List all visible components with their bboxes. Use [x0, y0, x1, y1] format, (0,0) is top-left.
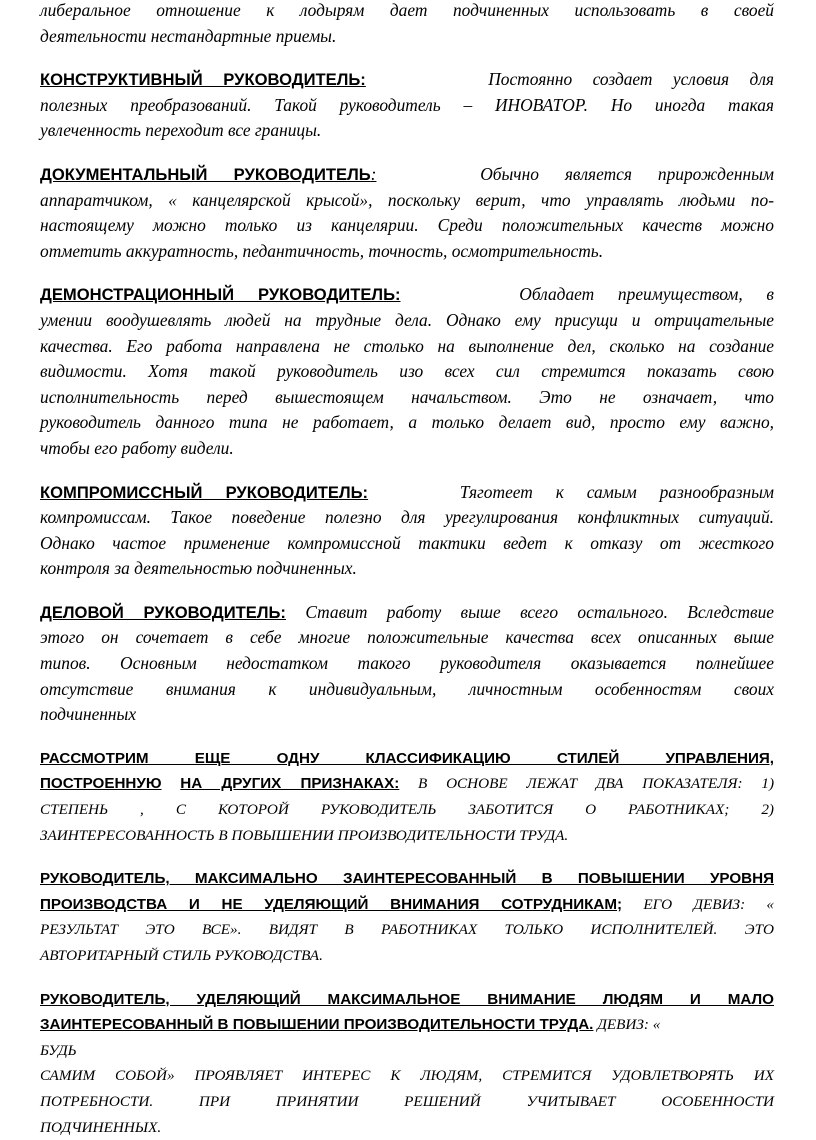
section-demonstrative	[40, 282, 774, 461]
people-oriented-text-line: САМИМ СОБОЙ» ПРОЯВЛЯЕТ ИНТЕРЕС К ЛЮДЯМ, СТРЕМИТСЯ УДОВЛЕТВОРЯТЬ ИХ	[40, 1067, 774, 1085]
section-text-line: руководитель данного типа не работает, а только делает вид, просто ему важно,	[40, 412, 774, 433]
authoritarian-heading: ПРОИЗВОДСТВА И НЕ УДЕЛЯЮЩИЙ ВНИМАНИЯ СОТРУДНИКАМ	[40, 895, 618, 913]
section-constructive	[40, 67, 774, 144]
section-documentary	[40, 162, 774, 264]
section-text-line: увлеченность переходит все границы.	[40, 120, 322, 141]
classification-heading: НА ДРУГИХ ПРИЗНАКАХ:	[180, 775, 400, 793]
section-text-line: чтобы его работу видели.	[40, 437, 234, 458]
section-text-line: качества. Его работа направлена не столько на выполнение дел, сколько на создание	[40, 335, 774, 356]
section-business	[40, 600, 774, 728]
intro-line-2: деятельности нестандартные приемы.	[40, 25, 337, 46]
section-text: Тяготеет к самым разнообразным	[459, 481, 774, 502]
section-heading: ДЕЛОВОЙ РУКОВОДИТЕЛЬ:	[40, 602, 286, 622]
section-heading: КОНСТРУКТИВНЫЙ РУКОВОДИТЕЛЬ:	[40, 70, 366, 90]
section-text: Обладает преимуществом, в	[519, 284, 774, 305]
section-text-line: этого он сочетает в себе многие положительные качества всех описанных выше	[40, 627, 774, 648]
people-oriented-text-line: БУДЬ	[40, 1041, 77, 1059]
classification-text-line: СТЕПЕНЬ , С КОТОРОЙ РУКОВОДИТЕЛЬ ЗАБОТИТСЯ О РАБОТНИКАХ; 2)	[40, 801, 774, 819]
authoritarian-text-line: РЕЗУЛЬТАТ ЭТО ВСЕ». ВИДЯТ В РАБОТНИКАХ ТОЛЬКО ИСПОЛНИТЕЛЕЙ. ЭТО	[40, 921, 774, 939]
people-oriented-heading: ЗАИНТЕРЕСОВАННЫЙ В ПОВЫШЕНИИ ПРОИЗВОДИТЕЛЬНОСТИ ТРУДА.	[40, 1016, 594, 1034]
people-oriented-text-line: ПОТРЕБНОСТИ. ПРИ ПРИНЯТИИ РЕШЕНИЙ УЧИТЫВАЕТ ОСОБЕННОСТИ	[40, 1092, 774, 1110]
people-oriented-heading: РУКОВОДИТЕЛЬ, УДЕЛЯЮЩИЙ МАКСИМАЛЬНОЕ ВНИМАНИЕ ЛЮДЯМ И МАЛО	[40, 990, 774, 1008]
classification-heading: ПОСТРОЕННУЮ	[40, 775, 162, 793]
section-text-line: подчиненных	[40, 704, 137, 725]
authoritarian-text-line: АВТОРИТАРНЫЙ СТИЛЬ РУКОВОДСТВА.	[40, 947, 323, 964]
section-heading: ДЕМОНСТРАЦИОННЫЙ РУКОВОДИТЕЛЬ:	[40, 285, 401, 305]
authoritarian-semicolon: ;	[617, 895, 623, 913]
section-text: Ставит работу выше всего остального. Вследствие	[305, 601, 774, 622]
classification-text-line: ЗАИНТЕРЕСОВАННОСТЬ В ПОВЫШЕНИИ ПРОИЗВОДИТЕЛЬНОСТИ ТРУДА.	[40, 826, 569, 844]
classification-text: В ОСНОВЕ ЛЕЖАТ ДВА ПОКАЗАТЕЛЯ: 1)	[418, 775, 774, 793]
section-text-line: видимости. Хотя такой руководитель изо всех сил стремится показать свою	[40, 361, 774, 382]
people-oriented-text: ДЕВИЗ: «	[597, 1016, 661, 1034]
section-heading-colon: :	[370, 163, 377, 184]
section-text-line: отметить аккуратность, педантичность, точность, осмотрительность.	[40, 240, 604, 261]
section-text-line: умении воодушевлять людей на трудные дела. Однако ему присущи и отрицательные	[40, 309, 774, 330]
authoritarian-text: ЕГО ДЕВИЗ: «	[643, 895, 775, 913]
section-text-line: полезных преобразований. Такой руководитель – ИНОВАТОР. Но иногда такая	[40, 94, 774, 115]
intro-line-1: либеральное отношение к лодырям дает подчиненных использовать в своей	[40, 0, 774, 20]
section-compromise	[40, 480, 774, 582]
section-heading: КОМПРОМИССНЫЙ РУКОВОДИТЕЛЬ:	[40, 482, 369, 502]
intro-paragraph	[40, 0, 774, 49]
section-text-line: отсутствие внимания к индивидуальным, личностным особенностям своих	[40, 678, 774, 699]
authoritarian-heading: РУКОВОДИТЕЛЬ, МАКСИМАЛЬНО ЗАИНТЕРЕСОВАННЫЙ В ПОВЫШЕНИИ УРОВНЯ	[40, 870, 774, 888]
section-text-line: компромиссам. Такое поведение полезно для урегулирования конфликтных ситуаций.	[40, 507, 774, 528]
people-oriented-text-line: ПОДЧИНЕННЫХ.	[40, 1118, 162, 1136]
section-text-line: исполнительность перед вышестоящем начальством. Это не означает, что	[40, 386, 774, 407]
section-text-line: настоящему можно только из канцелярии. Среди положительных качеств можно	[40, 215, 774, 236]
section-text-line: аппаратчиком, « канцелярской крысой», поскольку верит, что управлять людьми по-	[40, 189, 774, 210]
section-text: Постоянно создает условия для	[488, 69, 774, 90]
people-oriented-paragraph	[40, 987, 774, 1140]
section-text-line: контроля за деятельностью подчиненных.	[40, 558, 357, 579]
section-text-line: Однако частое применение компромиссной тактики ведет к отказу от жесткого	[40, 532, 774, 553]
document-page	[40, 0, 774, 1140]
section-text: Обычно является прирожденным	[480, 163, 774, 184]
section-text-line: типов. Основным недостатком такого руководителя оказывается полнейшее	[40, 653, 774, 674]
section-heading: ДОКУМЕНТАЛЬНЫЙ РУКОВОДИТЕЛЬ	[40, 164, 371, 184]
classification-heading: РАССМОТРИМ ЕЩЕ ОДНУ КЛАССИФИКАЦИЮ СТИЛЕЙ УПРАВЛЕНИЯ,	[40, 749, 774, 767]
authoritarian-paragraph	[40, 866, 774, 968]
classification-paragraph	[40, 746, 774, 848]
